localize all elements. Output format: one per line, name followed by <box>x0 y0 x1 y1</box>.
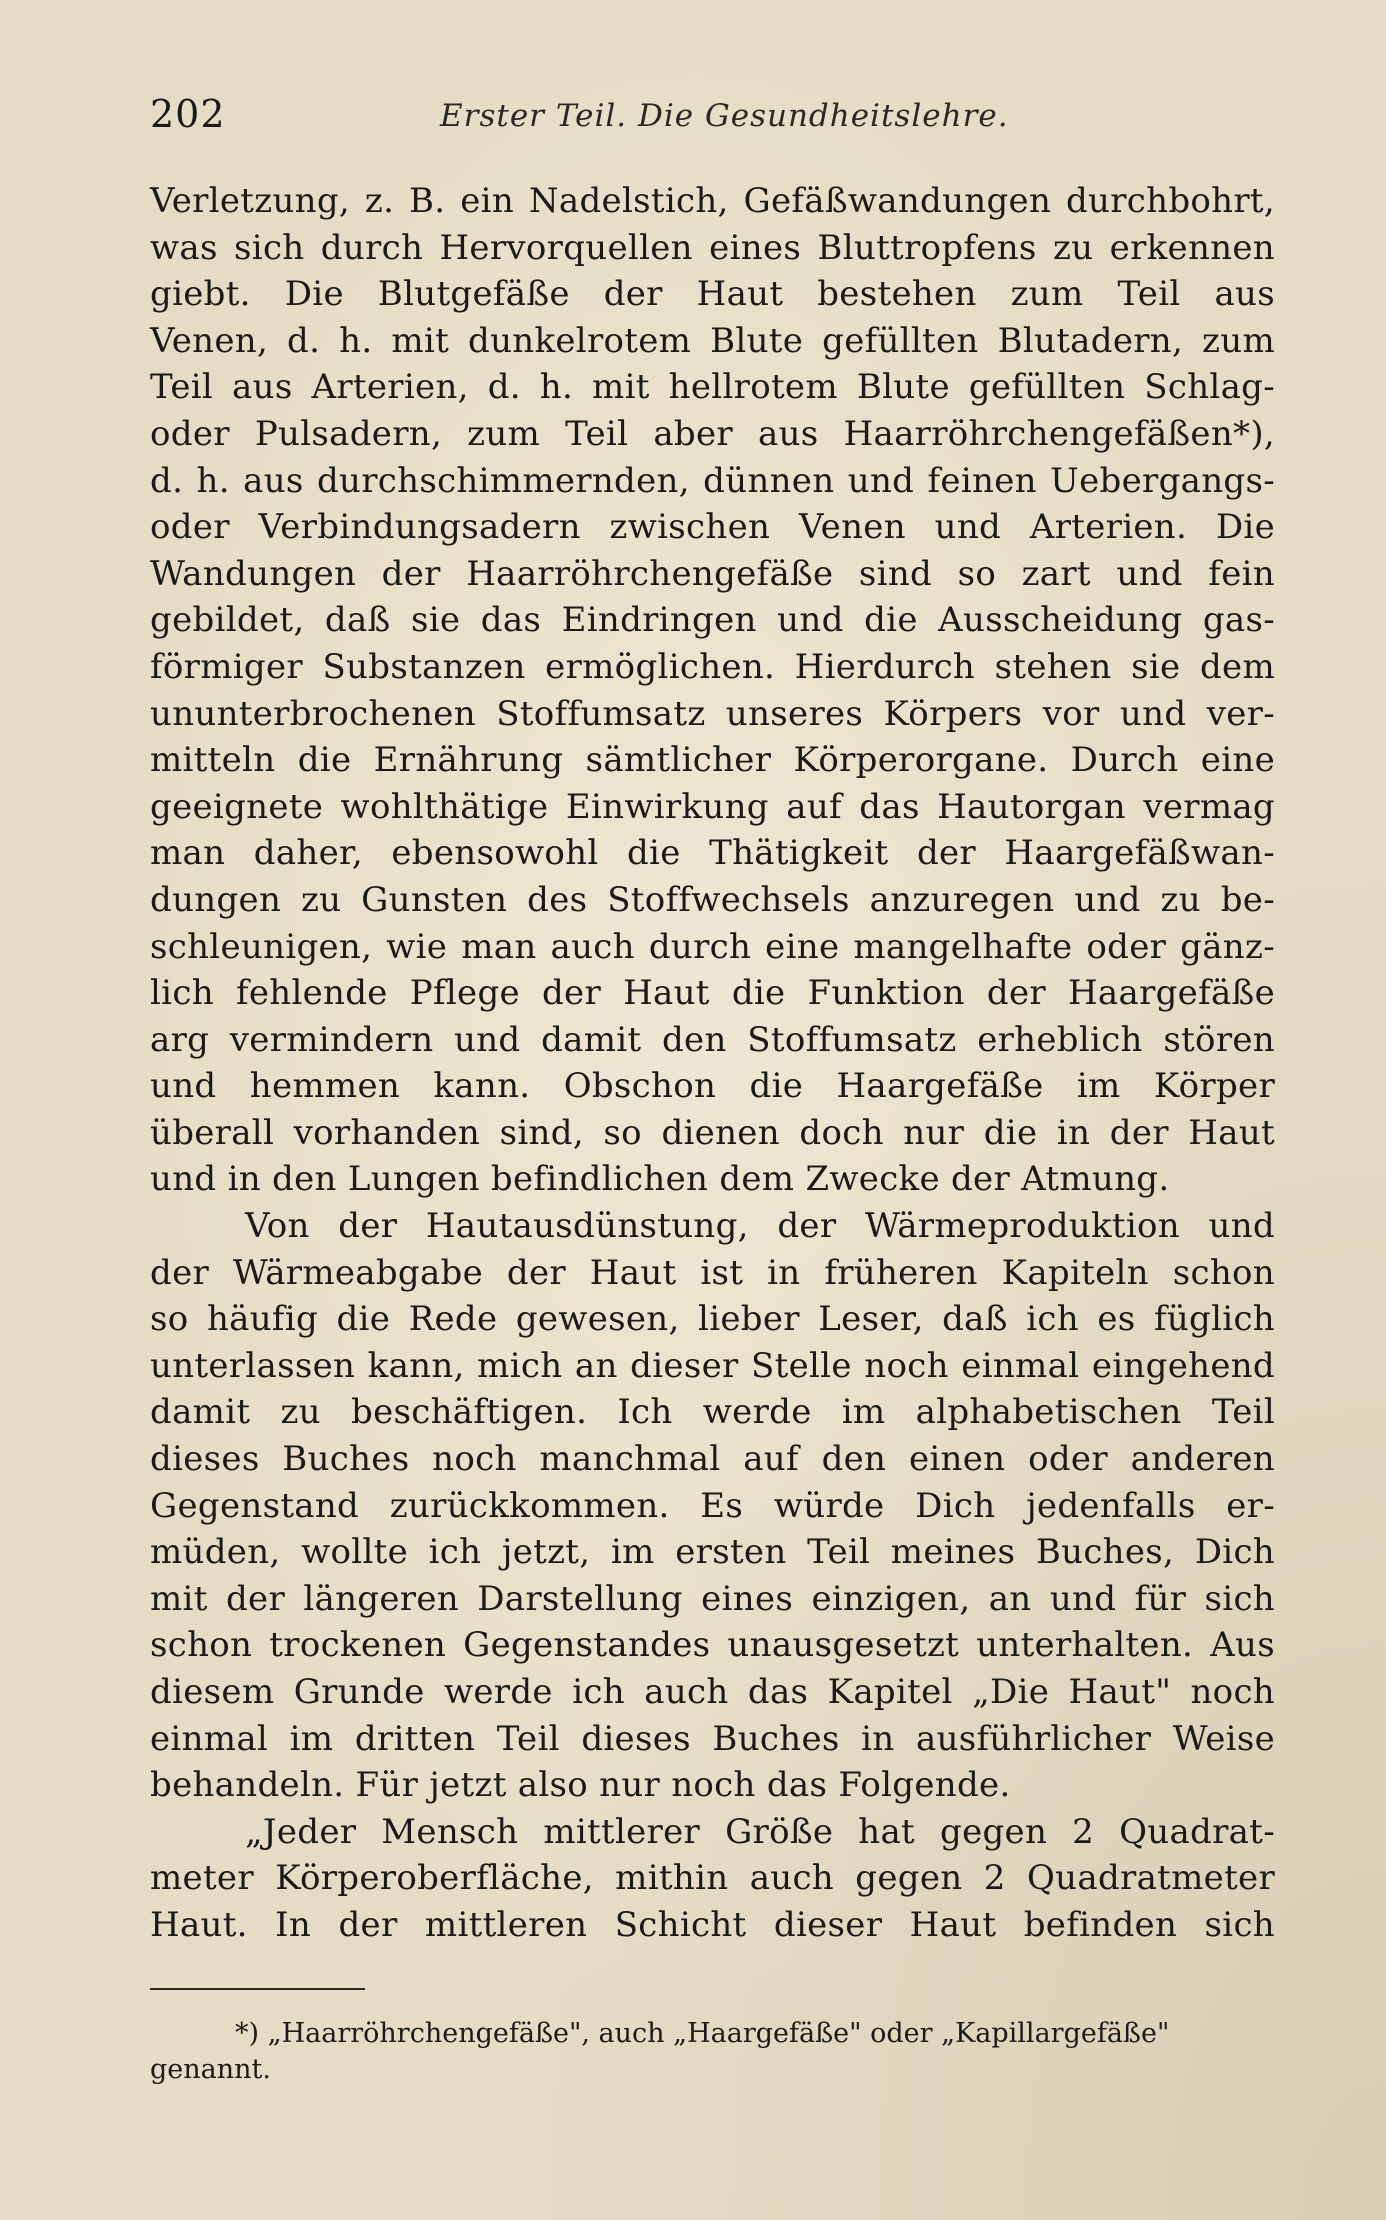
text-line: dungen zu Gunsten des Stoffwechsels anzuregen und zu be- <box>150 879 1275 920</box>
text-line: damit zu beschäftigen. Ich werde im alphabetischen Teil <box>150 1392 1275 1433</box>
page-number: 202 <box>150 92 226 136</box>
text-line: man daher, ebensowohl die Thätigkeit der Haargefäßwan- <box>150 833 1275 874</box>
text-line: schon trockenen Gegenstandes unausgesetzt unterhalten. Aus <box>150 1625 1275 1666</box>
footnote <box>150 2016 1275 2088</box>
text-line: giebt. Die Blutgefäße der Haut bestehen zum Teil aus <box>150 274 1275 315</box>
text-line: der Wärmeabgabe der Haut ist in früheren Kapiteln schon <box>150 1252 1275 1293</box>
text-line: mitteln die Ernährung sämtlicher Körperorgane. Durch eine <box>150 740 1275 781</box>
text-line: Gegenstand zurückkommen. Es würde Dich jedenfalls er- <box>150 1485 1275 1526</box>
text-line: Teil aus Arterien, d. h. mit hellrotem Blute gefüllten Schlag- <box>150 367 1275 408</box>
page-header <box>150 92 1280 152</box>
text-line: Verletzung, z. B. ein Nadelstich, Gefäßwandungen durchbohrt, <box>150 181 1275 221</box>
text-line: behandeln. Für jetzt also nur noch das Folgende. <box>150 1765 1011 1806</box>
text-line: unterlassen kann, mich an dieser Stelle noch einmal eingehend <box>150 1345 1275 1386</box>
text-line: müden, wollte ich jetzt, im ersten Teil meines Buches, Dich <box>150 1532 1275 1573</box>
text-line: einmal im dritten Teil dieses Buches in ausführlicher Weise <box>150 1718 1275 1759</box>
text-line: Venen, d. h. mit dunkelrotem Blute gefüllten Blutadern, zum <box>150 320 1275 361</box>
text-line: arg vermindern und damit den Stoffumsatz erheblich stören <box>150 1019 1275 1060</box>
text-line: Wandungen der Haarröhrchengefäße sind so zart und fein <box>150 553 1275 594</box>
text-line: ununterbrochenen Stoffumsatz unseres Körpers vor und ver- <box>150 693 1275 734</box>
running-head: Erster Teil. Die Gesundheitslehre. <box>440 98 1009 134</box>
text-line: und hemmen kann. Obschon die Haargefäße im Körper <box>150 1066 1275 1107</box>
body-text <box>150 178 1275 1949</box>
text-line: „Jeder Mensch mittlerer Größe hat gegen 2 Quadrat- <box>245 1811 1275 1852</box>
text-line: mit der längeren Darstellung eines einzigen, an und für sich <box>150 1578 1275 1619</box>
text-line: geeignete wohlthätige Einwirkung auf das Hautorgan vermag <box>150 786 1275 827</box>
text-line: Von der Hautausdünstung, der Wärmeproduktion und <box>245 1206 1275 1247</box>
text-line: was sich durch Hervorquellen eines Bluttropfens zu erkennen <box>150 227 1275 268</box>
text-line: dieses Buches noch manchmal auf den einen oder anderen <box>150 1439 1275 1480</box>
text-line: Haut. In der mittleren Schicht dieser Haut befinden sich <box>150 1904 1275 1945</box>
text-line: gebildet, daß sie das Eindringen und die Ausscheidung gas- <box>150 600 1275 641</box>
text-line: und in den Lungen befindlichen dem Zwecke der Atmung. <box>150 1159 1170 1200</box>
text-line: so häufig die Rede gewesen, lieber Leser, daß ich es füglich <box>150 1299 1275 1340</box>
text-line: überall vorhanden sind, so dienen doch nur die in der Haut <box>150 1112 1275 1153</box>
text-line: lich fehlende Pflege der Haut die Funktion der Haargefäße <box>150 973 1275 1014</box>
text-line: meter Körperoberfläche, mithin auch gegen 2 Quadratmeter <box>150 1858 1275 1899</box>
text-line: oder Verbindungsadern zwischen Venen und Arterien. Die <box>150 507 1275 548</box>
text-line: diesem Grunde werde ich auch das Kapitel „Die Haut" noch <box>150 1672 1275 1712</box>
text-line: förmiger Substanzen ermöglichen. Hierdurch stehen sie dem <box>150 646 1275 687</box>
footnote-line: genannt. <box>150 2054 271 2085</box>
text-line: d. h. aus durchschimmernden, dünnen und feinen Uebergangs- <box>150 460 1275 501</box>
text-line: schleunigen, wie man auch durch eine mangelhafte oder gänz- <box>150 926 1275 967</box>
footnote-line: *) „Haarröhrchengefäße", auch „Haargefäße" oder „Kapillargefäße" <box>235 2018 1170 2049</box>
text-line: oder Pulsadern, zum Teil aber aus Haarröhrchengefäßen*), <box>150 413 1275 454</box>
footnote-divider <box>150 1988 365 1990</box>
